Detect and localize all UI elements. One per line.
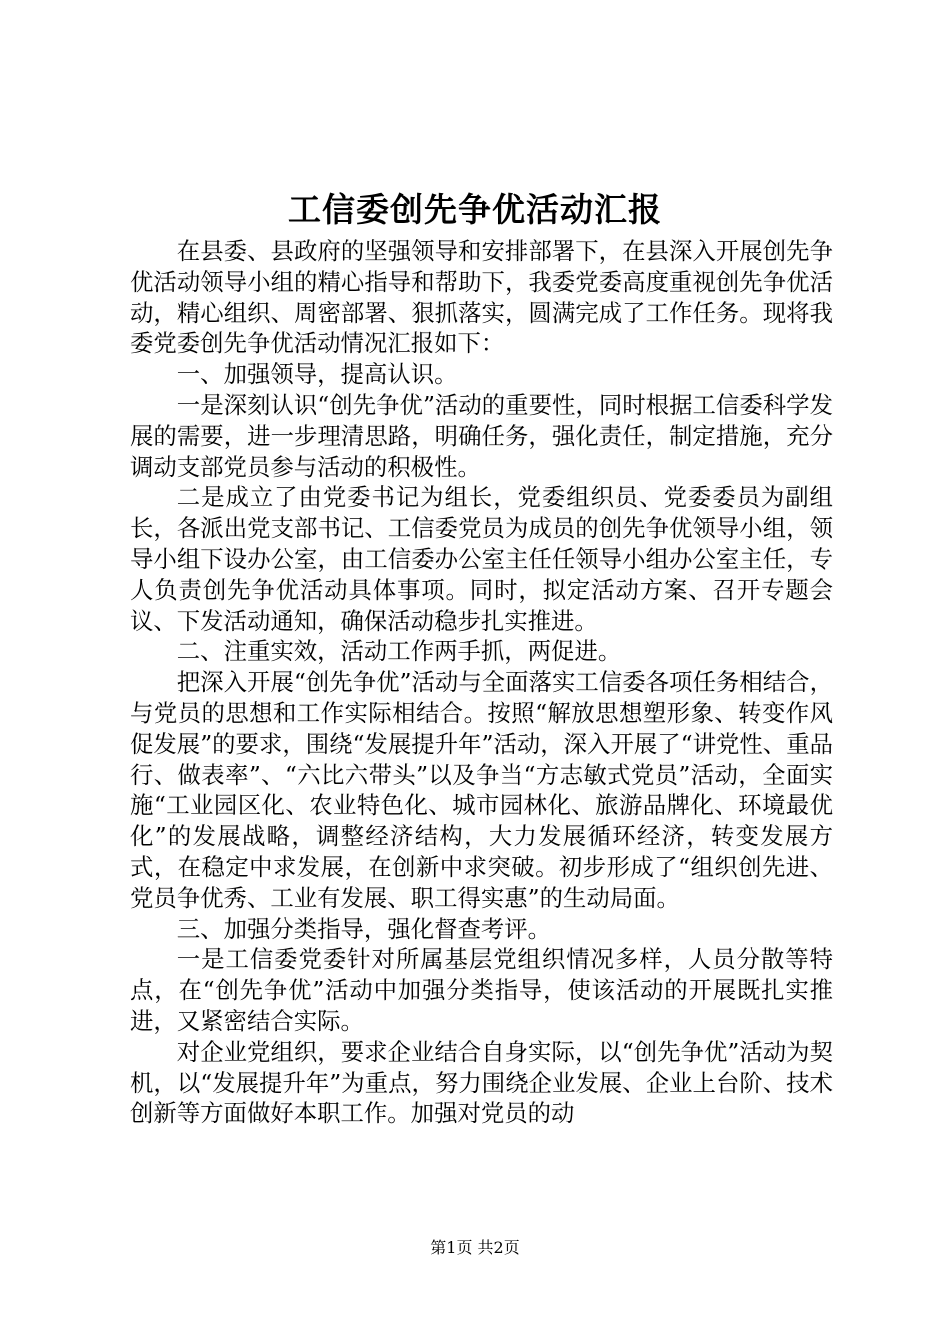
document-title: 工信委创先争优活动汇报 (288, 190, 662, 229)
paragraph: 二是成立了由党委书记为组长，党委组织员、党委委员为副组长，各派出党支部书记、工信委党员为成员的创先争优领导小组，领导小组下设办公室，由工信委办公室主任任领导小组办公室主任，专人负责创先争优活动具体事项。同时，拟定活动方案、召开专题会议、下发活动通知，确保活动稳步扎实推进。 (130, 483, 833, 635)
paragraph: 对企业党组织，要求企业结合自身实际，以“创先争优”活动为契机，以“发展提升年”为重点，努力围绕企业发展、企业上台阶、技术创新等方面做好本职工作。加强对党员的动 (130, 1037, 833, 1128)
page-number-footer: 第1页 共2页 (430, 1238, 520, 1257)
section-heading: 三、加强分类指导，强化督查考评。 (176, 914, 552, 943)
paragraph: 一是工信委党委针对所属基层党组织情况多样，人员分散等特点，在“创先争优”活动中加强分类指导，使该活动的开展既扎实推进，又紧密结合实际。 (130, 945, 833, 1035)
paragraph: 在县委、县政府的坚强领导和安排部署下，在县深入开展创先争优活动领导小组的精心指导和帮助下，我委党委高度重视创先争优活动，精心组织、周密部署、狠抓落实，圆满完成了工作任务。现将我委党委创先争优活动情况汇报如下： (130, 237, 833, 358)
section-heading: 二、注重实效，活动工作两手抓，两促进。 (176, 637, 622, 666)
section-heading: 一、加强领导，提高认识。 (176, 360, 458, 389)
paragraph: 一是深刻认识“创先争优”活动的重要性，同时根据工信委科学发展的需要，进一步理清思路，明确任务，强化责任，制定措施，充分调动支部党员参与活动的积极性。 (130, 390, 833, 481)
paragraph: 把深入开展“创先争优”活动与全面落实工信委各项任务相结合，与党员的思想和工作实际相结合。按照“解放思想塑形象、转变作风促发展”的要求，围绕“发展提升年”活动，深入开展了“讲党性、重品行、做表率”、“六比六带头”以及争当“方志敏式党员”活动，全面实施“工业园区化、农业特色化、城市园林化、旅游品牌化、环境最优化”的发展战略，调整经济结构，大力发展循环经济，转变发展方式，在稳定中求发展，在创新中求突破。初步形成了“组织创先进、党员争优秀、工业有发展、职工得实惠”的生动局面。 (130, 668, 833, 912)
document-body (130, 236, 833, 1129)
